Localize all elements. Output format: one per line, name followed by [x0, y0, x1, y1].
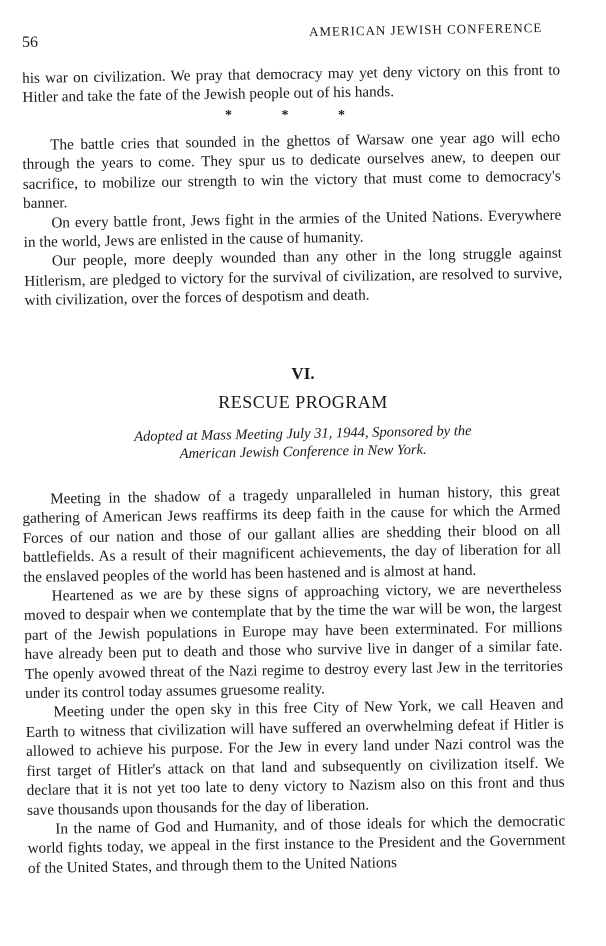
running-title: AMERICAN JEWISH CONFERENCE — [308, 20, 543, 40]
continuation-text — [22, 61, 561, 108]
paragraph: Heartened as we are by these signs of approaching victory, we are nevertheless moved to despair when we contemplate that by the time the war will be won, the largest part of the Jewish populations in Europe may have been exterminated. For millions have already been put to death and those who survive live in danger of a similar fate. The openly avowed threat of the Nazi regime to destroy every last Jew in the territories under its control today assumes gruesome reality. — [23, 579, 563, 703]
paragraph: Our people, more deeply wounded than any other in the long struggle against Hitlerism, are pledged to victory for the survival of civilization, are resolved to survive, with civilization, over the forces of despotism and death. — [24, 244, 563, 310]
running-head — [22, 20, 542, 50]
subtitle-line: Adopted at Mass Meeting July 31, 1944, Sponsored by the — [134, 423, 472, 445]
page-number: 56 — [22, 34, 38, 51]
top-paragraphs — [22, 128, 563, 311]
paragraph: his war on civilization. We pray that democracy may yet deny victory on this front to Hitler and take the fate of the Jewish people out of his hands. — [22, 61, 561, 107]
section-subtitle — [0, 420, 606, 467]
rescue-program-body — [22, 482, 566, 879]
asterisk: * — [225, 108, 232, 123]
asterisk: * — [281, 108, 289, 123]
paragraph: Meeting under the open sky in this free City of New York, we call Heaven and Earth to witness that civilization will have suffered an overwhelming defeat if Hitler is allowed to achieve his purpose. For the Jew in every land under Nazi control was the first target of Hitler's attack on that land and subsequently on civilization itself. We declare that it is not yet too late to deny victory to Nazism also on this front and thus save thousands upon thousands for the day of liberation. — [25, 695, 565, 819]
paragraph: The battle cries that sounded in the ghettos of Warsaw one year ago will echo through the years to come. They spur us to dedicate ourselves anew, to deepen our sacrifice, to mobilize our strength to win the victory that must come to democracy's banner. — [22, 128, 561, 213]
paragraph: On every battle front, Jews fight in the armies of the United Nations. Everywhere in the world, Jews are enlisted in the cause of humanity. — [23, 206, 562, 252]
section-title: RESCUE PROGRAM — [218, 392, 388, 412]
section-separator — [225, 108, 345, 124]
paragraph: In the name of God and Humanity, and of those ideals for which the democratic world fights today, we appeal in the first instance to the President and the Government of the United States, and through them to the United Nations — [27, 812, 566, 877]
asterisk: * — [338, 108, 345, 123]
section-number: VI. — [291, 364, 315, 383]
subtitle-line: American Jewish Conference in New York. — [179, 441, 427, 463]
paragraph: Meeting in the shadow of a tragedy unparalleled in human history, this great gathering of American Jews reaffirms its deep faith in the cause for which the Armed Forces of our nation and those of our gallant allies are shedding their blood on all battlefields. As a result of their magnificent achievements, the day of liberation for all the enslaved peoples of the world has been hastened and is almost at hand. — [22, 482, 562, 586]
